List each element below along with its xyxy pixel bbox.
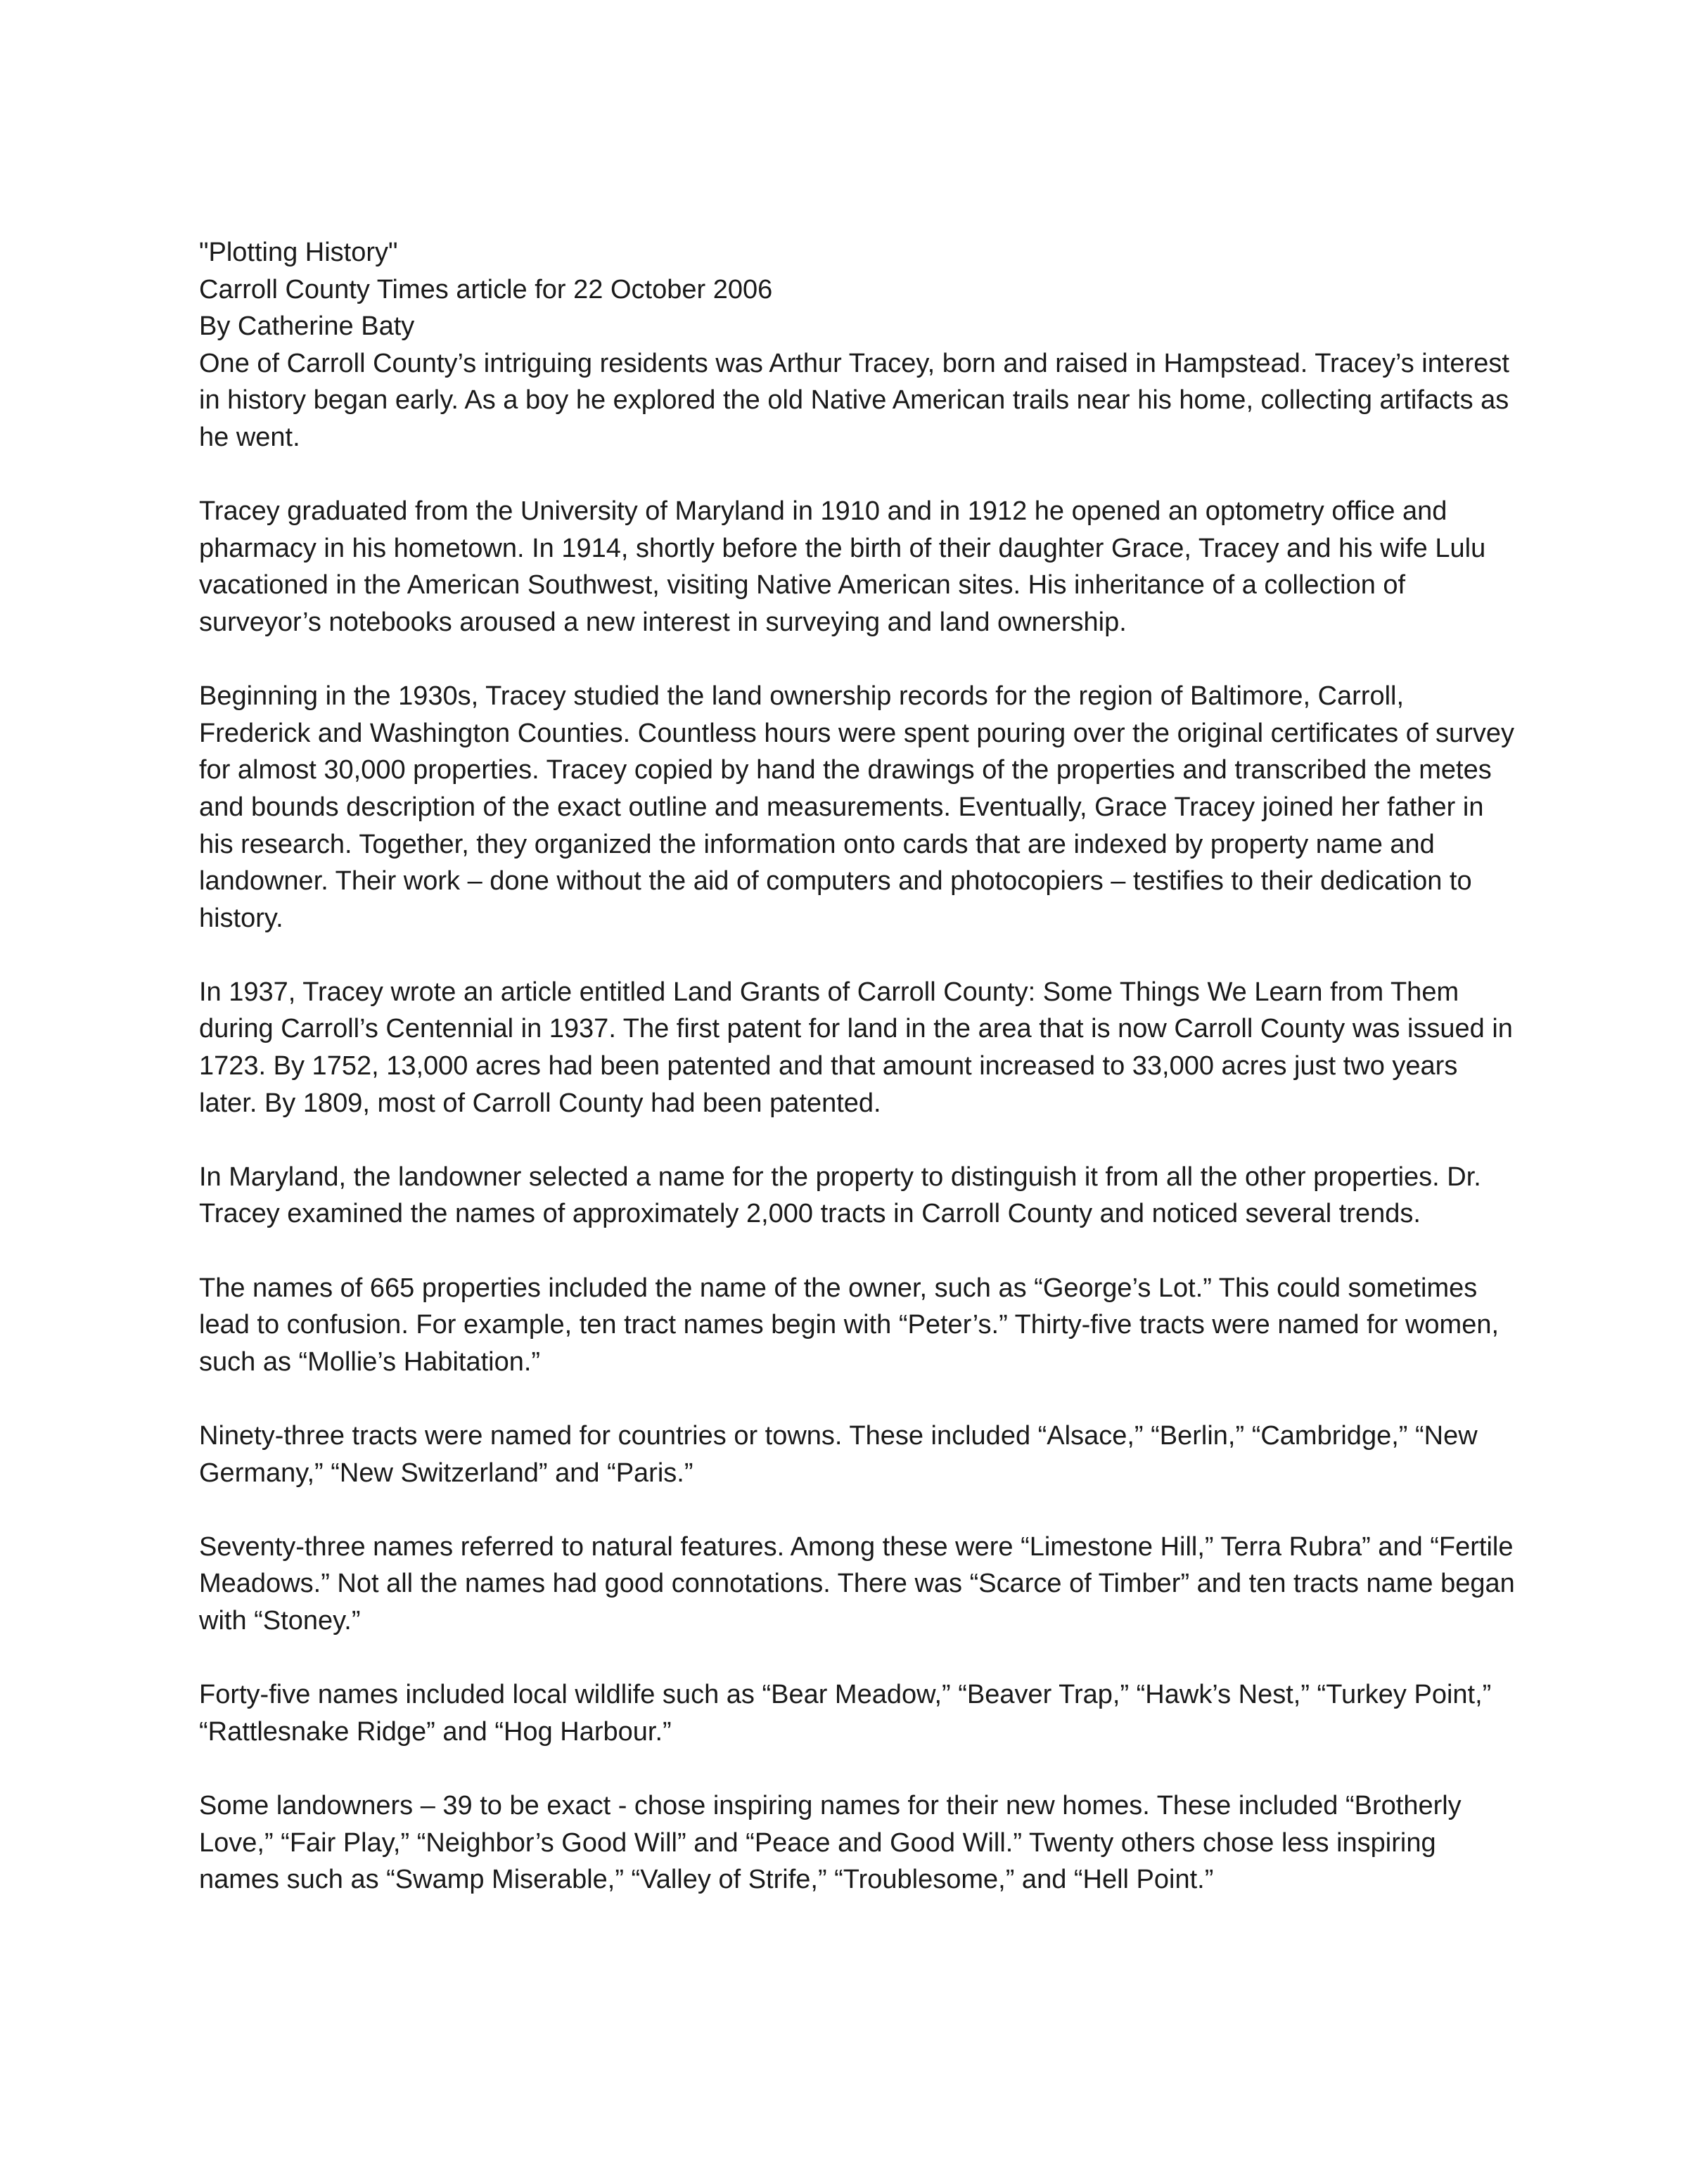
byline: By Catherine Baty xyxy=(199,311,415,342)
paragraph: Some landowners – 39 to be exact - chose inspiring names for their new homes. These included “Brotherly Love,” “Fair Play,” “Neighbor’s Good Will” and “Peace and Good Will.” Twenty others chose less inspiring names such as “Swamp Miserable,” “Valley of Strife,” “Troublesome,” and “Hell Point.” xyxy=(199,1790,1462,1895)
paragraph: In Maryland, the landowner selected a name for the property to distinguish it from all the other properties. Dr. Tracey examined the names of approximately 2,000 tracts in Carroll County and noticed several trends. xyxy=(199,1162,1481,1229)
paragraph: Ninety-three tracts were named for countries or towns. These included “Alsace,” “Berlin,” “Cambridge,” “New Germany,” “New Switzerland” and “Paris.” xyxy=(199,1421,1478,1488)
paragraph: The names of 665 properties included the name of the owner, such as “George’s Lot.” This could sometimes lead to confusion. For example, ten tract names begin with “Peter’s.” Thirty-five tracts were named for women, such as “Mollie’s Habitation.” xyxy=(199,1273,1500,1377)
paragraph: Forty-five names included local wildlife such as “Bear Meadow,” “Beaver Trap,” “Hawk’s Nest,” “Turkey Point,” “Rattlesnake Ridge” and “Hog Harbour.” xyxy=(199,1680,1492,1747)
paragraph: Seventy-three names referred to natural features. Among these were “Limestone Hill,” Terra Rubra” and “Fertile Meadows.” Not all the names had good connotations. There was “Scarce of Timber” and ten tracts name began with “Stoney.” xyxy=(199,1531,1515,1636)
article-title: "Plotting History" xyxy=(199,238,398,267)
paragraph: Tracey graduated from the University of Maryland in 1910 and in 1912 he opened an optometry office and pharmacy in his hometown. In 1914, shortly before the birth of their daughter Grace, Tracey and his wife Lulu vacationed in the American Southwest, visiting Native American sites. His inheritance of a collection of surveyor’s notebooks aroused a new interest in surveying and land ownership. xyxy=(199,496,1486,637)
paragraph: One of Carroll County’s intriguing residents was Arthur Tracey, born and raised in Hampstead. Tracey’s interest in history began early. As a boy he explored the old Native American trails near his home, collecting artifacts as he went. xyxy=(199,348,1509,452)
paragraph: In 1937, Tracey wrote an article entitled Land Grants of Carroll County: Some Things We Learn from Them during Carroll’s Centennial in 1937. The first patent for land in the area that is now Carroll County was issued in 1723. By 1752, 13,000 acres had been patented and that amount increased to 33,000 acres just two years later. By 1809, most of Carroll County had been patented. xyxy=(199,977,1513,1118)
paragraph: Beginning in the 1930s, Tracey studied the land ownership records for the region of Baltimore, Carroll, Frederick and Washington Counties. Countless hours were spent pouring over the original certificates of survey for almost 30,000 properties. Tracey copied by hand the drawings of the properties and transcribed the metes and bounds description of the exact outline and measurements. Eventually, Grace Tracey joined her father in his research. Together, they organized the information onto cards that are indexed by property name and landowner. Their work – done without the aid of computers and photocopiers – testifies to their dedication to history. xyxy=(199,681,1514,933)
article-body xyxy=(199,234,1521,1935)
publication-line: Carroll County Times article for 22 October 2006 xyxy=(199,274,773,304)
